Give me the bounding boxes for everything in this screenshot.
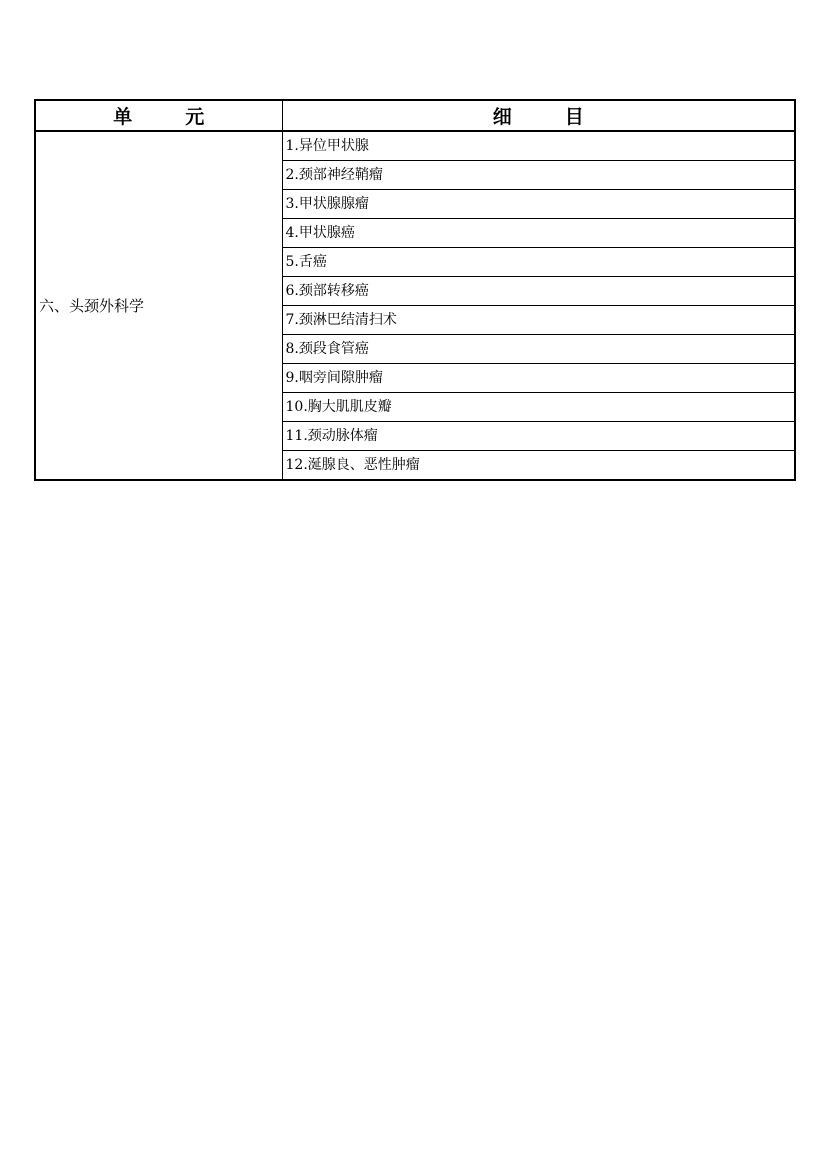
item-cell: 4.甲状腺癌 bbox=[282, 219, 795, 248]
syllabus-sheet bbox=[34, 99, 794, 481]
item-cell: 9.咽旁间隙肿瘤 bbox=[282, 364, 795, 393]
item-cell: 10.胸大肌肌皮瓣 bbox=[282, 393, 795, 422]
unit-column-header: 单 元 bbox=[35, 100, 282, 131]
item-cell: 1.异位甲状腺 bbox=[282, 131, 795, 161]
item-cell: 8.颈段食管癌 bbox=[282, 335, 795, 364]
item-cell: 11.颈动脉体瘤 bbox=[282, 422, 795, 451]
item-cell: 6.颈部转移癌 bbox=[282, 277, 795, 306]
item-cell: 2.颈部神经鞘瘤 bbox=[282, 161, 795, 190]
unit-cell: 六、头颈外科学 bbox=[35, 131, 282, 480]
items-column-header: 细 目 bbox=[282, 100, 795, 131]
item-cell: 7.颈淋巴结清扫术 bbox=[282, 306, 795, 335]
item-cell: 12.涎腺良、恶性肿瘤 bbox=[282, 451, 795, 481]
table-row bbox=[35, 131, 795, 161]
item-cell: 5.舌癌 bbox=[282, 248, 795, 277]
item-cell: 3.甲状腺腺瘤 bbox=[282, 190, 795, 219]
header-row bbox=[35, 100, 795, 131]
syllabus-table bbox=[34, 99, 796, 481]
